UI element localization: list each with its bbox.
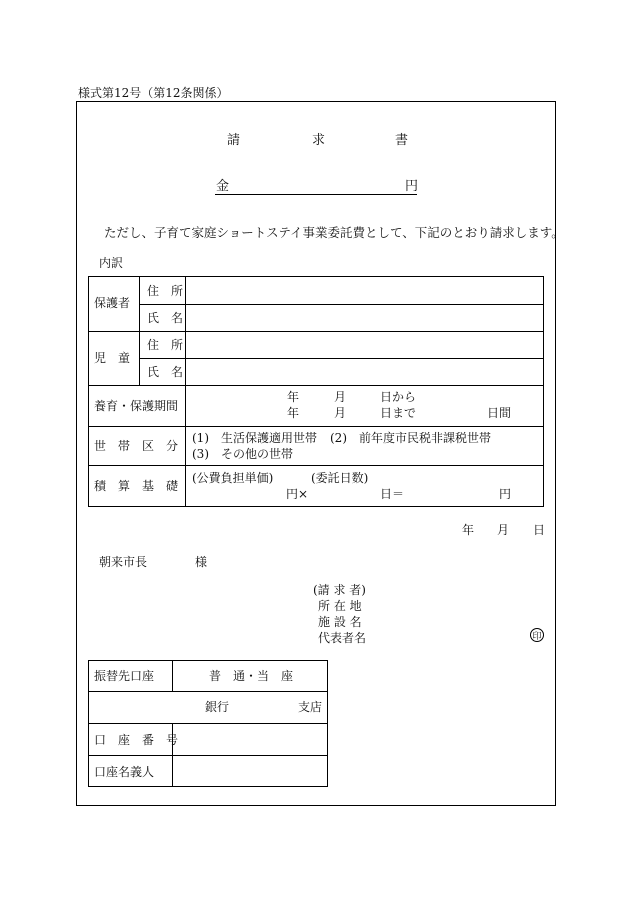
addressee-name: 朝来市長	[99, 555, 148, 569]
date-month: 月	[497, 523, 510, 537]
calc-yen: 円	[499, 487, 512, 501]
claimant-heading: (請 求 者)	[313, 583, 366, 597]
household-option-2[interactable]: (2) 前年度市民税非課税世帯	[330, 431, 491, 445]
child-label: 児 童	[94, 351, 131, 365]
household-option-3[interactable]: (3) その他の世帯	[192, 447, 293, 461]
period-from-day: 日から	[380, 390, 417, 404]
period-from-year: 年	[287, 390, 300, 404]
calc-days-label: (委託日数)	[311, 471, 369, 485]
title-char-3: 書	[395, 133, 409, 148]
calc-yen-times: 円×	[286, 487, 309, 501]
guardian-address-label: 住 所	[147, 284, 184, 298]
form-number: 様式第12号（第12条関係）	[78, 86, 229, 100]
bank-account-holder-label: 口座名義人	[94, 765, 155, 779]
date-day: 日	[533, 523, 546, 537]
amount-prefix: 金	[216, 179, 230, 194]
claimant-address-label: 所 在 地	[318, 599, 362, 613]
household-option-1[interactable]: (1) 生活保護適用世帯	[192, 431, 317, 445]
amount-underline	[215, 194, 417, 195]
bank-account-type[interactable]: 普 通・当 座	[209, 669, 294, 683]
amount-suffix: 円	[405, 179, 419, 194]
bank-account-holder-field[interactable]	[174, 758, 326, 785]
period-to-year: 年	[287, 406, 300, 420]
rule-label-split	[139, 276, 140, 385]
guardian-address-field[interactable]	[187, 279, 542, 302]
period-from-month: 月	[334, 390, 347, 404]
guardian-name-field[interactable]	[187, 306, 542, 329]
statement-text: ただし、子育て家庭ショートステイ事業委託費として、下記のとおり請求します。	[104, 225, 564, 240]
bank-rule-3	[88, 755, 328, 756]
bank-account-number-field[interactable]	[174, 726, 326, 753]
bank-vrule-1	[172, 660, 173, 691]
bank-branch-suffix: 支店	[298, 700, 323, 714]
guardian-label: 保護者	[94, 296, 131, 310]
calc-unit-price-label: (公費負担単価)	[192, 471, 274, 485]
guardian-name-label: 氏 名	[147, 311, 184, 325]
rule-child-mid	[139, 358, 544, 359]
date-year: 年	[462, 523, 475, 537]
period-to-month: 月	[334, 406, 347, 420]
bank-name-suffix: 銀行	[205, 700, 230, 714]
rule-household-bottom	[88, 465, 544, 466]
rule-guardian-mid	[139, 304, 544, 305]
rule-guardian-bottom	[88, 331, 544, 332]
household-label: 世 帯 区 分	[94, 439, 179, 453]
bank-rule-1	[88, 691, 328, 692]
seal-icon: 印	[530, 628, 544, 642]
calc-label: 積 算 基 礎	[94, 479, 179, 493]
bank-account-label: 振替先口座	[94, 669, 155, 683]
child-address-label: 住 所	[147, 338, 184, 352]
rule-child-bottom	[88, 385, 544, 386]
bank-account-number-label: 口 座 番 号	[94, 733, 179, 747]
addressee-honorific: 様	[195, 555, 208, 569]
claimant-facility-label: 施 設 名	[318, 615, 362, 629]
bank-rule-2	[88, 723, 328, 724]
child-address-field[interactable]	[187, 333, 542, 356]
period-label: 養育・保護期間	[94, 399, 179, 413]
title-char-2: 求	[312, 133, 326, 148]
period-days: 日間	[487, 406, 512, 420]
rule-value-split	[185, 276, 186, 507]
title-char-1: 請	[227, 133, 241, 148]
child-name-field[interactable]	[187, 360, 542, 383]
child-name-label: 氏 名	[147, 365, 184, 379]
claimant-representative-label: 代表者名	[318, 631, 367, 645]
rule-period-bottom	[88, 426, 544, 427]
period-to-day: 日まで	[380, 406, 417, 420]
breakdown-label: 内訳	[99, 256, 124, 270]
calc-day-equals: 日＝	[380, 487, 405, 501]
